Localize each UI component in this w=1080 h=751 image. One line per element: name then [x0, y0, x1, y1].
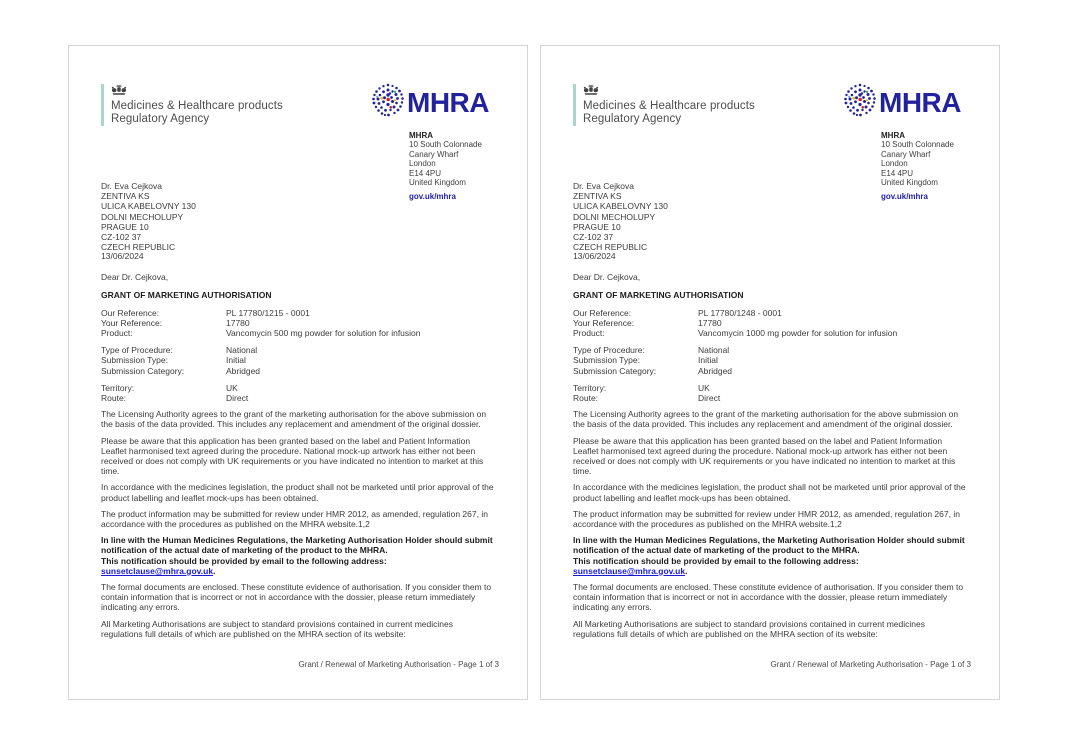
field-label: Submission Type:: [101, 355, 168, 366]
field-value: Initial: [698, 355, 718, 366]
field-value: Vancomycin 1000 mg powder for solution for infusion: [698, 328, 898, 339]
reference-row: [573, 318, 967, 328]
mhra-logo-text: MHRA: [407, 86, 489, 118]
field-label: Submission Category:: [573, 365, 657, 376]
field-value: Initial: [226, 355, 246, 366]
recipient-line: CZ-102 37: [573, 232, 614, 243]
reference-row: [101, 318, 495, 328]
paragraph-medicines-legislation: In accordance with the medicines legislation, the product shall not be marketed until prior approval of the product labelling and leaflet mock-ups has been obtained.: [573, 482, 966, 503]
field-value: UK: [698, 382, 710, 393]
recipient-address-block: [101, 181, 196, 252]
field-value: PL 17780/1215 - 0001: [226, 307, 310, 318]
field-label: Submission Category:: [101, 365, 185, 376]
paragraph-notification: [573, 535, 967, 576]
paragraph-product-information: The product information may be submitted for review under HMR 2012, as amended, regulation 267, in accordance with the procedures as published on the MHRA website.1,2: [573, 508, 960, 530]
office-address-line: United Kingdom: [409, 178, 466, 188]
recipient-line: ZENTIVA KS: [101, 191, 150, 202]
recipient-line: CZ-102 37: [101, 232, 142, 243]
procedure-row: [101, 355, 495, 365]
field-value: Abridged: [226, 365, 261, 376]
field-value: PL 17780/1248 - 0001: [698, 307, 782, 318]
field-value: Vancomycin 500 mg powder for solution for infusion: [226, 328, 421, 339]
procedure-row: [101, 345, 495, 355]
procedure-row: [573, 355, 967, 365]
reference-row: [573, 328, 967, 338]
office-address-line: United Kingdom: [881, 178, 938, 188]
agency-identity-block: [101, 84, 283, 126]
mhra-address-block: [881, 131, 954, 202]
reference-row: [101, 308, 495, 318]
field-value: 17780: [698, 317, 722, 328]
recipient-line: DOLNI MECHOLUPY: [573, 211, 656, 222]
territory-row: [573, 383, 967, 393]
gov-uk-mhra-link[interactable]: gov.uk/mhra: [881, 192, 928, 202]
agency-name-line1: Medicines & Healthcare products: [111, 100, 283, 112]
field-label: Territory:: [101, 382, 135, 393]
office-address-line: 10 South Colonnade: [881, 140, 954, 150]
agency-name-line2: Regulatory Agency: [111, 113, 210, 125]
sunset-clause-email-link[interactable]: sunsetclause@mhra.gov.uk: [573, 565, 686, 576]
agency-name-line1: Medicines & Healthcare products: [583, 100, 755, 112]
field-value: Direct: [226, 393, 249, 404]
pages-container: [68, 45, 1000, 700]
mhra-address-block: [409, 131, 482, 202]
field-label: Our Reference:: [573, 307, 632, 318]
letter-body: [541, 251, 999, 639]
office-address-line: London: [881, 159, 908, 169]
paragraph-standard-provisions: All Marketing Authorisations are subject to standard provisions contained in current medicines regulations full details of which are published on the MHRA section of its website:: [573, 618, 925, 639]
agency-name-line2: Regulatory Agency: [583, 113, 682, 125]
sunset-clause-email-link[interactable]: sunsetclause@mhra.gov.uk: [101, 565, 214, 576]
paragraph-product-information: The product information may be submitted for review under HMR 2012, as amended, regulation 267, in accordance with the procedures as published on the MHRA website.1,2: [101, 508, 488, 530]
office-address-line: E14 4PU: [409, 168, 442, 178]
office-address-line: Canary Wharf: [881, 149, 931, 159]
field-value: UK: [226, 382, 238, 393]
territory-row: [101, 393, 495, 403]
field-label: Product:: [573, 328, 605, 339]
letter-page: [68, 45, 528, 700]
field-label: Our Reference:: [101, 307, 160, 318]
notification-sentence: In line with the Human Medicines Regulations, the Marketing Authorisation Holder should submit notification of the actual date of marketing of the product to the MHRA.: [573, 535, 965, 556]
recipient-line: PRAGUE 10: [573, 221, 621, 232]
reference-row: [573, 308, 967, 318]
paragraph-label-leaflet: Please be aware that this application has been granted based on the label and Patient Information Leaflet harmonised text agreed during the procedure. National mock-up artwork has either not been received or does not comply with UK requirements or you have indicated no intention to market at this time.: [573, 435, 956, 477]
recipient-line: PRAGUE 10: [101, 221, 149, 232]
recipient-line: CZECH REPUBLIC: [573, 242, 648, 253]
procedure-row: [101, 366, 495, 376]
page-footer: Grant / Renewal of Marketing Authorisation - Page 1 of 3: [770, 660, 971, 669]
field-label: Type of Procedure:: [101, 345, 173, 356]
notification-email-prefix: This notification should be provided by email to the following address:: [101, 555, 387, 566]
paragraph-formal-documents: The formal documents are enclosed. These constitute evidence of authorisation. If you consider them to contain information that is incorrect or not in accordance with the dossier, please return immediately indicating any errors.: [573, 582, 964, 613]
letter-page: [540, 45, 1000, 700]
field-label: Route:: [101, 393, 127, 404]
paragraph-standard-provisions: All Marketing Authorisations are subject to standard provisions contained in current medicines regulations full details of which are published on the MHRA section of its website:: [101, 618, 453, 639]
paragraph-licensing-authority: The Licensing Authority agrees to the grant of the marketing authorisation for the above submission on the basis of the data provided. This includes any replacement and amendment of the original dossier.: [573, 409, 959, 430]
territory-group: [573, 383, 967, 403]
mhra-logo: [843, 82, 961, 123]
letter-body: [69, 251, 527, 639]
notification-email-suffix: .: [685, 565, 688, 576]
field-label: Territory:: [573, 382, 607, 393]
mhra-logo-dots-icon: [843, 82, 877, 123]
territory-row: [573, 393, 967, 403]
page-footer: Grant / Renewal of Marketing Authorisation - Page 1 of 3: [298, 660, 499, 669]
field-label: Product:: [101, 328, 133, 339]
mhra-logo-dots-icon: [371, 82, 405, 123]
recipient-line: CZECH REPUBLIC: [101, 242, 176, 253]
agency-name: [583, 100, 755, 126]
agency-name: [111, 100, 283, 126]
field-value: Direct: [698, 393, 721, 404]
gov-uk-mhra-link[interactable]: gov.uk/mhra: [409, 192, 456, 202]
paragraph-medicines-legislation: In accordance with the medicines legislation, the product shall not be marketed until prior approval of the product labelling and leaflet mock-ups has been obtained.: [101, 482, 494, 503]
recipient-line: ULICA KABELOVNY 130: [101, 201, 196, 212]
procedure-group: [573, 345, 967, 376]
office-address-line: E14 4PU: [881, 168, 914, 178]
recipient-line: Dr. Eva Cejkova: [573, 181, 634, 191]
territory-row: [101, 383, 495, 393]
reference-group: [101, 308, 495, 339]
agency-identity-block: [573, 84, 755, 126]
recipient-line: DOLNI MECHOLUPY: [101, 211, 184, 222]
subject-heading: GRANT OF MARKETING AUTHORISATION: [573, 290, 744, 301]
recipient-address-block: [573, 181, 668, 252]
notification-email-prefix: This notification should be provided by email to the following address:: [573, 555, 859, 566]
subject-heading: GRANT OF MARKETING AUTHORISATION: [101, 290, 272, 301]
notification-email-suffix: .: [213, 565, 216, 576]
territory-group: [101, 383, 495, 403]
letterhead: [541, 46, 999, 251]
procedure-row: [573, 366, 967, 376]
office-address-line: 10 South Colonnade: [409, 140, 482, 150]
field-label: Type of Procedure:: [573, 345, 645, 356]
salutation: Dear Dr. Cejkova,: [573, 272, 641, 283]
mhra-logo: [371, 82, 489, 123]
field-value: National: [226, 345, 258, 356]
office-address-line: London: [409, 159, 436, 169]
field-label: Your Reference:: [101, 317, 163, 328]
letter-date: 13/06/2024: [101, 251, 144, 261]
field-label: Your Reference:: [573, 317, 635, 328]
paragraph-notification: [101, 535, 495, 576]
procedure-group: [101, 345, 495, 376]
recipient-line: ULICA KABELOVNY 130: [573, 201, 668, 212]
field-value: Abridged: [698, 365, 733, 376]
royal-crest-icon: [111, 84, 283, 97]
recipient-line: ZENTIVA KS: [573, 191, 622, 202]
letterhead: [69, 46, 527, 251]
procedure-row: [573, 345, 967, 355]
mhra-logo-text: MHRA: [879, 86, 961, 118]
paragraph-label-leaflet: Please be aware that this application has been granted based on the label and Patient Information Leaflet harmonised text agreed during the procedure. National mock-up artwork has either not been received or does not comply with UK requirements or you have indicated no intention to market at this time.: [101, 435, 484, 477]
salutation: Dear Dr. Cejkova,: [101, 272, 169, 283]
letter-date: 13/06/2024: [573, 251, 616, 261]
paragraph-formal-documents: The formal documents are enclosed. These constitute evidence of authorisation. If you consider them to contain information that is incorrect or not in accordance with the dossier, please return immediately indicating any errors.: [101, 582, 492, 613]
office-name: MHRA: [409, 131, 433, 140]
paragraph-licensing-authority: The Licensing Authority agrees to the grant of the marketing authorisation for the above submission on the basis of the data provided. This includes any replacement and amendment of the original dossier.: [101, 409, 487, 430]
royal-crest-icon: [583, 84, 755, 97]
office-name: MHRA: [881, 131, 905, 140]
recipient-line: Dr. Eva Cejkova: [101, 181, 162, 191]
reference-group: [573, 308, 967, 339]
office-address-line: Canary Wharf: [409, 149, 459, 159]
field-label: Route:: [573, 393, 599, 404]
field-value: 17780: [226, 317, 250, 328]
field-label: Submission Type:: [573, 355, 640, 366]
field-value: National: [698, 345, 730, 356]
reference-row: [101, 328, 495, 338]
notification-sentence: In line with the Human Medicines Regulations, the Marketing Authorisation Holder should submit notification of the actual date of marketing of the product to the MHRA.: [101, 535, 493, 556]
